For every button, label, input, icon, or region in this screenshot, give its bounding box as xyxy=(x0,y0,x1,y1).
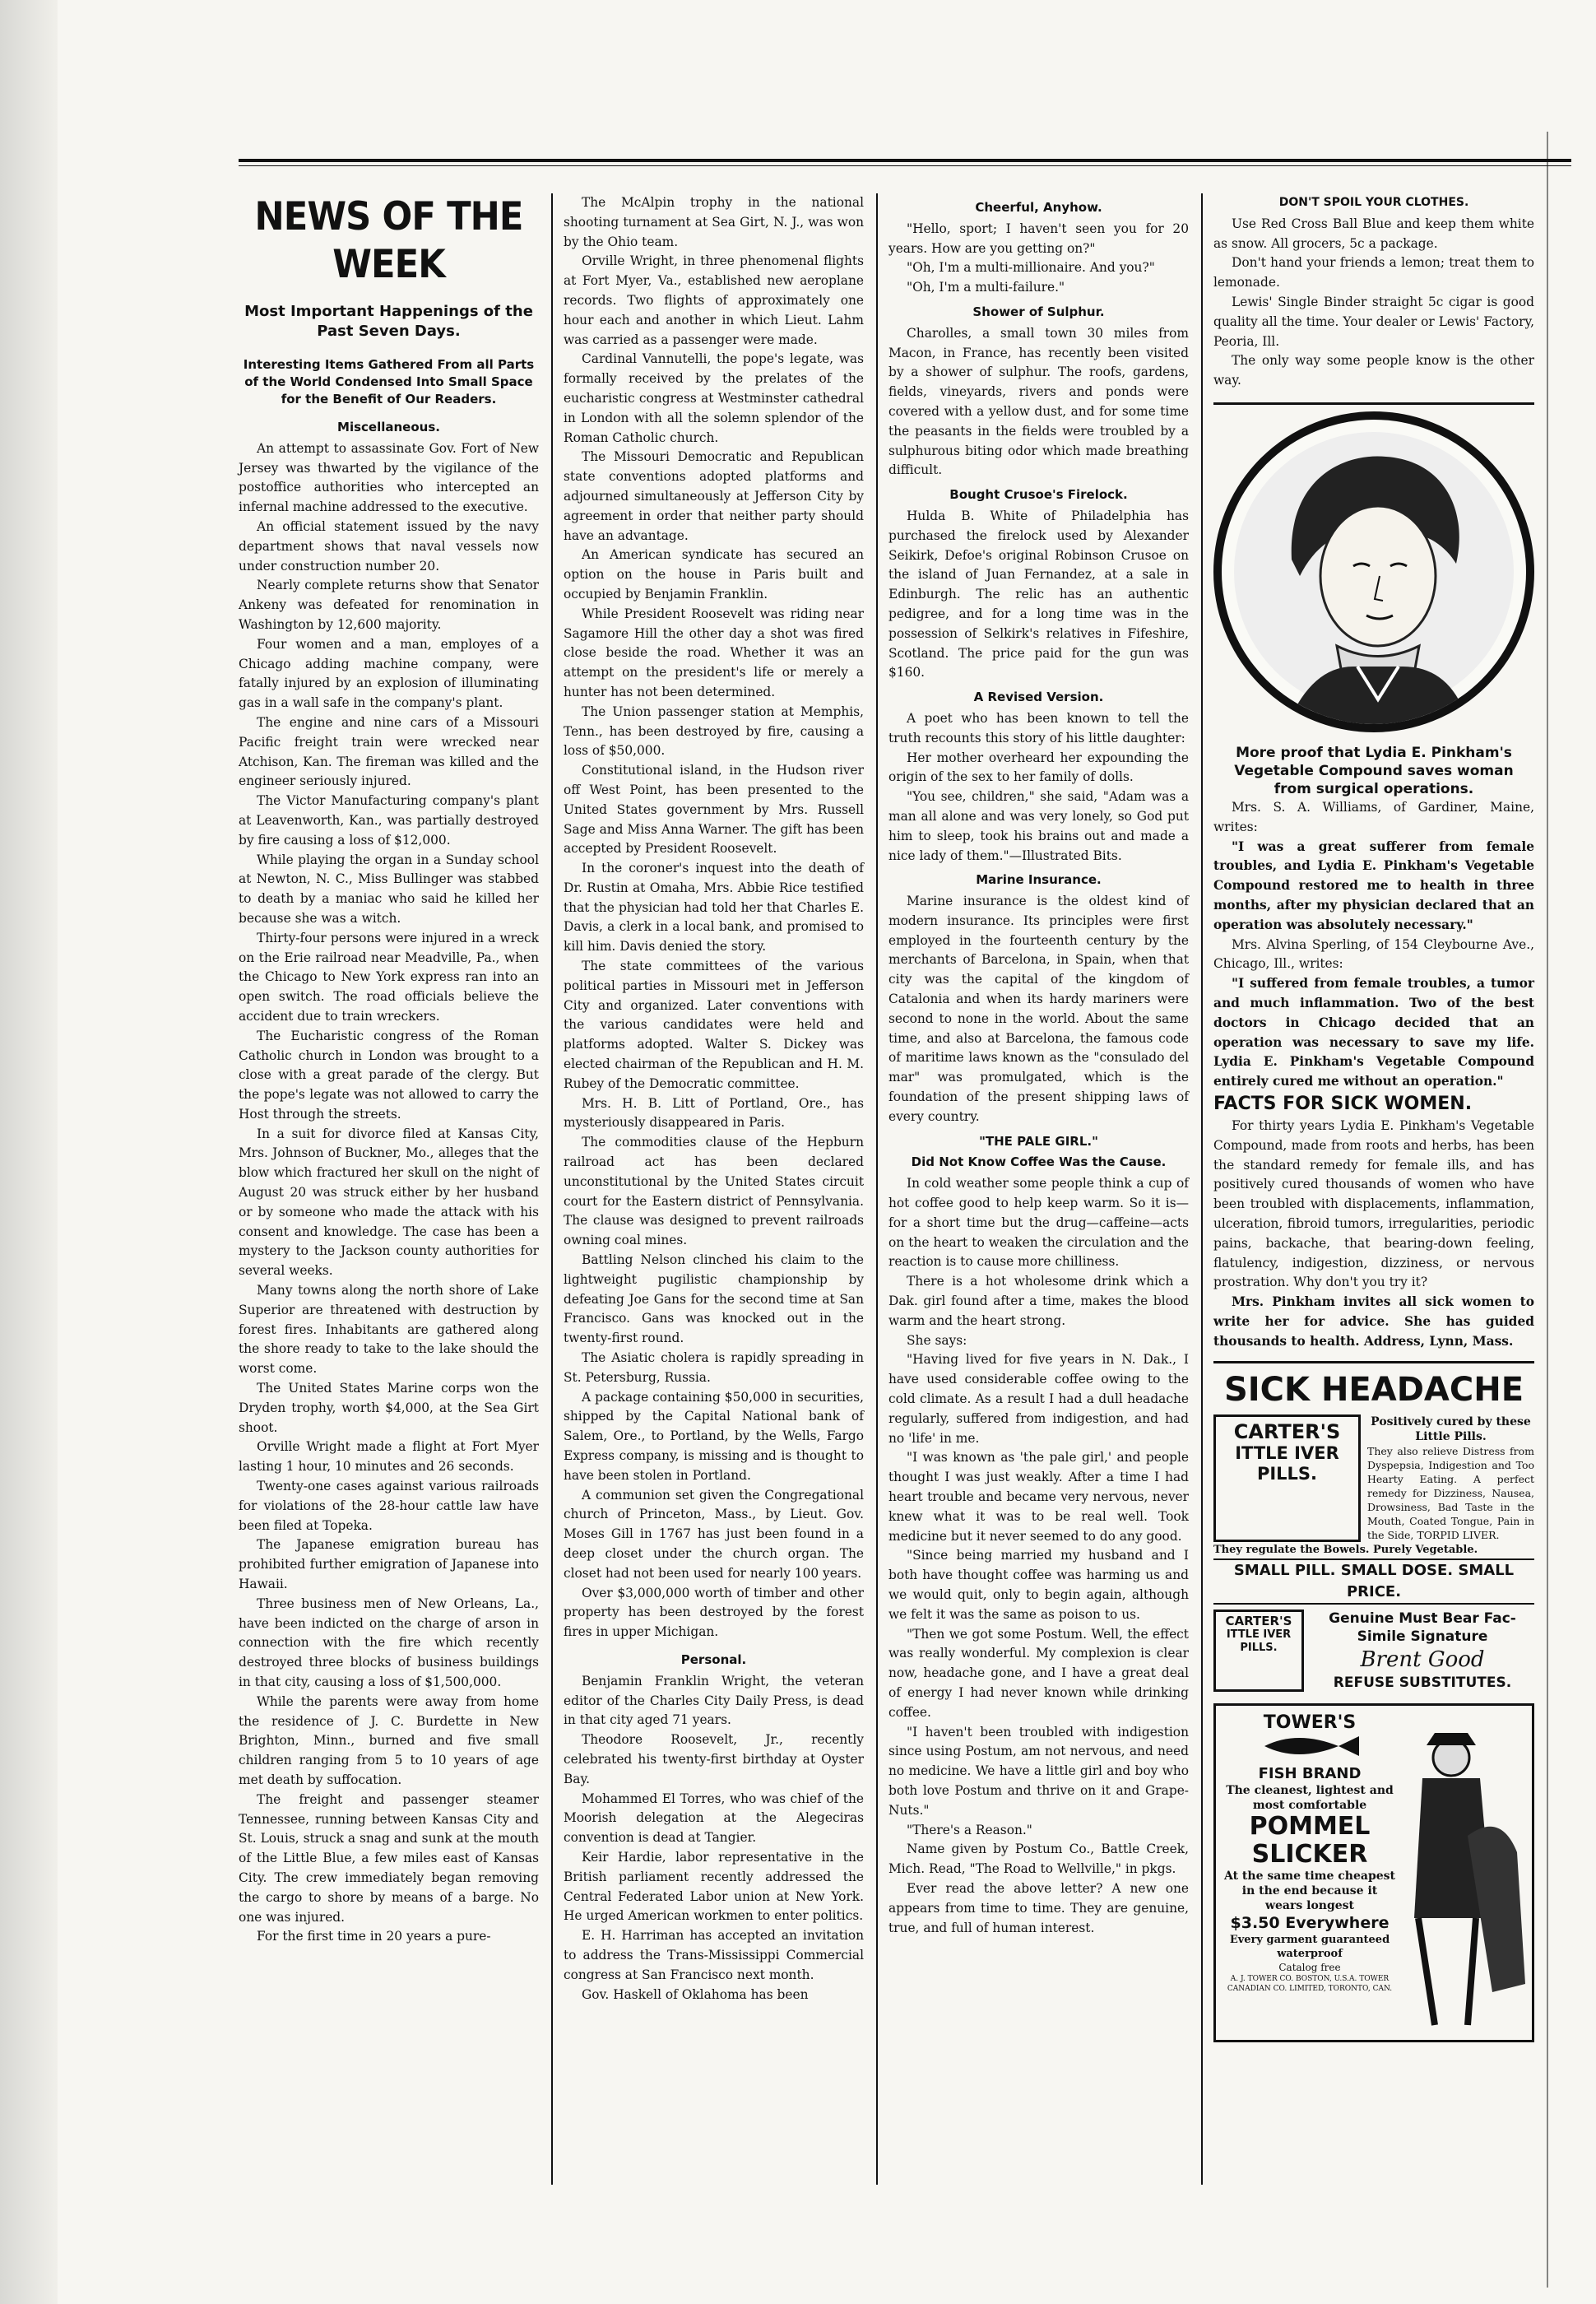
story-heading: Bought Crusoe's Firelock. xyxy=(949,487,1128,503)
personal-item: Keir Hardie, labor representative in the British parliament recently addressed the Central Federated Labor union at New York. He urged American workmen to enter politics. xyxy=(564,1849,864,1924)
column-1 xyxy=(239,193,539,1947)
personal-item: E. H. Harriman has accepted an invitation to address the Trans-Mississippi Commercial congress at San Francisco next month. xyxy=(564,1928,864,1982)
story-paragraph: "I haven't been troubled with indigestion since using Postum, am not nervous, and need no medicine. We have a little girl and boy who both love Postum and thrive on it and Grape-Nuts." xyxy=(888,1724,1189,1818)
story-paragraph: She says: xyxy=(907,1332,967,1348)
ad-separator xyxy=(1213,402,1534,405)
news-item: Orville Wright made a flight at Fort Myer lasting 1 hour, 10 minutes and 26 seconds. xyxy=(239,1439,539,1475)
carters-slogan: SMALL PILL. SMALL DOSE. SMALL PRICE. xyxy=(1213,1558,1534,1605)
column-rule-1 xyxy=(551,193,553,2185)
facts-for-sick-women: FACTS FOR SICK WOMEN. xyxy=(1213,1093,1473,1114)
news-item: The freight and passenger steamer Tennessee, running between Kansas City and St. Louis, struck a snag and sunk at the mouth of the Little Blue, a few miles east of Kansas City. The crew immediately began removing the cargo to shore by means of a barge. No one was injured. xyxy=(239,1791,539,1925)
woman-portrait xyxy=(1213,411,1534,732)
personal-item: Theodore Roosevelt, Jr., recently celebrated his twenty-first birthday at Oyster Bay. xyxy=(564,1732,864,1786)
carters-text xyxy=(1367,1414,1534,1542)
news-item: The Victor Manufacturing company's plant at Leavenworth, Kan., was partially destroyed by fire causing a loss of $12,000. xyxy=(239,793,539,848)
story-paragraph: Hulda B. White of Philadelphia has purchased the firelock used by Alexander Seikirk, Defoe's original Robinson Crusoe on the island of Juan Fernandez, at a sale in Edinburgh. The relic has an authentic pedigree, and for a long time was in the possession of Selkirk's relatives in Fifeshire, Scotland. The price paid for the gun was $160. xyxy=(888,508,1189,681)
pinkham-facts: For thirty years Lydia E. Pinkham's Vegetable Compound, made from roots and herbs, has been the standard remedy for female ills, and has positively cured thousands of women who have been troubled with displacements, inflammation, ulceration, fibroid tumors, irregularities, periodic pains, backache, that bearing-down feeling, flatulency, indigestion, dizziness, or nervous prostration. Why don't you try it? xyxy=(1213,1117,1534,1290)
story-paragraph: Name given by Postum Co., Battle Creek, Mich. Read, "The Road to Wellville," in pkgs. xyxy=(888,1842,1189,1877)
story-heading: A Revised Version. xyxy=(973,690,1104,705)
news-item: A communion set given the Congregational church of Princeton, Mass., by Lieut. Gov. Moses Gill in 1767 has just been found in a deep closet under the church organ. The closet had not been used for nearly 100 years. xyxy=(564,1487,864,1581)
towers-company: A. J. TOWER CO. BOSTON, U.S.A. TOWER CANADIAN CO. LIMITED, TORONTO, CAN. xyxy=(1227,1975,1393,1994)
carters-regulate: They regulate the Bowels. Purely Vegetable. xyxy=(1213,1544,1478,1557)
news-item: An attempt to assassinate Gov. Fort of New Jersey was thwarted by the vigilance of the postoffice authorities who intercepted an infernal machine addressed to the executive. xyxy=(239,440,539,515)
story-paragraph: "Oh, I'm a multi-millionaire. And you?" xyxy=(907,260,1155,276)
news-item: The Missouri Democratic and Republican state conventions adopted platforms and adjourned simultaneously at Jefferson City by agreement in order that neither party should have an advantage. xyxy=(564,449,864,543)
news-item: The Japanese emigration bureau has prohibited further emigration of Japanese into Hawaii. xyxy=(239,1537,539,1592)
story-paragraph: Her mother overheard her expounding the origin of the sex to her family of dolls. xyxy=(888,750,1189,785)
story-heading: Marine Insurance. xyxy=(976,872,1102,888)
news-item: For the first time in 20 years a pure- xyxy=(257,1929,491,1944)
carters-logo xyxy=(1213,1414,1361,1542)
carters-logo-row xyxy=(1213,1414,1534,1542)
towers-catalog: Catalog free xyxy=(1278,1962,1341,1974)
pinkham-testimony-1: "I was a great sufferer from female troubles, and Lydia E. Pinkham's Vegetable Compound restored me to health in three months, after my physician declared that an operation was absolutely necessary." xyxy=(1213,838,1534,932)
news-item: Cardinal Vannutelli, the pope's legate, was formally received by the prelates of the eucharistic congress at Westminster cathedral in London with all the solemn splendor of the Roman Catholic church. xyxy=(564,351,864,445)
news-item: The McAlpin trophy in the national shooting turnament at Sea Girt, N. J., was won by the Ohio team. xyxy=(564,195,864,249)
fish-icon xyxy=(1256,1734,1363,1758)
carters-signature: Brent Good xyxy=(1360,1647,1485,1673)
carters-logo-small-name: CARTER'S xyxy=(1225,1614,1292,1629)
story-paragraph: "Then we got some Postum. Well, the effect was really wonderful. My complexion is clear now, headache gone, and I have a great deal of energy I had never known while drinking coffee. xyxy=(888,1626,1189,1720)
carters-refuse: REFUSE SUBSTITUTES. xyxy=(1333,1675,1512,1692)
news-item: Orville Wright, in three phenomenal flights at Fort Myer, Va., established new aeroplane records. Two flights of approximately one hour each and another in which Lieut. Lahm was carried as a passenger were made. xyxy=(564,253,864,347)
column-1-items xyxy=(239,439,539,1947)
news-item: Mrs. H. B. Litt of Portland, Ore., has mysteriously disappeared in Paris. xyxy=(564,1095,864,1131)
news-item: While the parents were away from home the residence of J. C. Burdette in New Brighton, Minn., burned and five small children ranging from 5 to 10 years of age met death by suffocation. xyxy=(239,1693,539,1787)
story-paragraph: "You see, children," she said, "Adam was a man all alone and was very lonely, so God put him to sleep, took his brains out and made a nice lady of them."—Illustrated Bits. xyxy=(888,789,1189,863)
news-item: Three business men of New Orleans, La., have been indicted on the charge of arson in connection with the fire which recently destroyed three blocks of business buildings in that city, causing a loss of $1,500,000. xyxy=(239,1596,539,1689)
story-heading: Shower of Sulphur. xyxy=(972,304,1105,319)
top-rule xyxy=(239,159,1571,162)
towers-brand: TOWER'S xyxy=(1263,1712,1357,1734)
section-miscellaneous: Miscellaneous. xyxy=(337,420,440,434)
clothes-ad-head: DON'T SPOIL YOUR CLOTHES. xyxy=(1278,196,1469,209)
carters-ad xyxy=(1213,1370,1534,1692)
ad-separator-2 xyxy=(1213,1361,1534,1363)
towers-guarantee: Every garment guaranteed waterproof xyxy=(1229,1934,1390,1961)
masthead: NEWS OF THE WEEK xyxy=(254,194,523,287)
news-item: An official statement issued by the navy department shows that naval vessels now under construction number 20. xyxy=(239,518,539,574)
news-item: The commodities clause of the Hepburn railroad act has been declared unconstitutional by the United States circuit court for the Eastern district of Pennsylvania. The clause was designed to prevent railroads owning coal mines. xyxy=(564,1135,864,1248)
story-paragraph: There is a hot wholesome drink which a Dak. girl found after a time, makes the blood warm and the heart strong. xyxy=(888,1274,1189,1328)
deck-subheadline: Interesting Items Gathered From all Parts of the World Condensed Into Small Space for the Benefit of Our Readers. xyxy=(243,357,535,406)
section-personal: Personal. xyxy=(680,1651,747,1667)
carters-cure: Positively cured by these Little Pills. xyxy=(1371,1415,1531,1444)
deck-headline: Most Important Happenings of the Past Seven Days. xyxy=(244,303,533,340)
news-item: While playing the organ in a Sunday school at Newton, N. C., Miss Bullinger was stabbed to death by a maniac who said he killed her because she was a witch. xyxy=(239,852,539,926)
towers-text xyxy=(1223,1712,1397,2033)
horseman-illustration xyxy=(1402,1712,1525,2033)
newspaper-page xyxy=(66,49,1547,2271)
sick-headache-headline: SICK HEADACHE xyxy=(1223,1371,1524,1410)
news-item: Twenty-one cases against various railroads for violations of the 28-hour cattle law have been filed at Topeka. xyxy=(239,1479,539,1533)
carters-logo-small xyxy=(1213,1610,1304,1692)
news-item: Over $3,000,000 worth of timber and other property has been destroyed by the forest fires in upper Michigan. xyxy=(564,1585,864,1640)
story-paragraph: In cold weather some people think a cup of hot coffee good to help keep warm. So it is—for a short time but the drug—caffeine—acts on the heart to weaken the circulation and the reaction is to cause more chilliness. xyxy=(888,1176,1189,1270)
news-item: While President Roosevelt was riding near Sagamore Hill the other day a shot was fired close beside the road. Whether it was an attempt on the president's life or merely a hunter has not been determined. xyxy=(564,606,864,699)
story-paragraph: "Oh, I'm a multi-failure." xyxy=(907,280,1065,295)
news-item: Nearly complete returns show that Senator Ankeny was defeated for renomination in Washington by 12,600 majority. xyxy=(239,578,539,632)
news-item: The Asiatic cholera is rapidly spreading in St. Petersburg, Russia. xyxy=(564,1350,864,1385)
column-rule-3 xyxy=(1201,193,1203,2185)
carters-signature-row xyxy=(1213,1610,1534,1692)
news-item: Many towns along the north shore of Lake Superior are threatened with destruction by forest fires. Inhabitants are gathered along the shore ready to take to the lake should the worst come. xyxy=(239,1283,539,1377)
pinkham-testimony-1-intro: Mrs. S. A. Williams, of Gardiner, Maine, writes: xyxy=(1213,799,1534,834)
story-paragraph: "Hello, sport; I haven't seen you for 20 years. How are you getting on?" xyxy=(888,221,1189,256)
short-ad-item: Don't hand your friends a lemon; treat them to lemonade. xyxy=(1213,255,1534,290)
story-paragraph: Marine insurance is the oldest kind of modern insurance. Its principles were first employed in the fourteenth century by the merchants of Barcelona, in Spain, when that city was the capital of the kingdom of Catalonia and when its hardy mariners were second to none in the world. About the same time, and also at Barcelona, the famous code of maritime laws known as the "consulado del mar" was promulgated, which is the foundation of the present shipping laws of every country. xyxy=(888,894,1189,1124)
pinkham-closing: Mrs. Pinkham invites all sick women to write her for advice. She has guided thousands to health. Address, Lynn, Mass. xyxy=(1213,1294,1534,1349)
personal-item: Benjamin Franklin Wright, the veteran editor of the Charles City Daily Press, is dead in that city aged 71 years. xyxy=(564,1673,864,1728)
story-paragraph: "Having lived for five years in N. Dak., I have used considerable coffee owing to the cold climate. As a result I had a dull headache regularly, suffered from indigestion, and had no 'life' in me. xyxy=(888,1352,1189,1446)
news-item: In the coroner's inquest into the death of Dr. Rustin at Omaha, Mrs. Abbie Rice testified that the physician had told her that Charles E. Davis, a clerk in a local bank, and promised to kill him. Davis denied the story. xyxy=(564,861,864,955)
towers-same-time: At the same time cheapest in the end because it wears longest xyxy=(1223,1870,1396,1913)
carters-logo-name: CARTER'S xyxy=(1233,1420,1341,1444)
story-subheading: Did Not Know Coffee Was the Cause. xyxy=(911,1154,1167,1170)
news-item: The state committees of the various political parties in Missouri met in Jefferson City and organized. Later conventions with the various candidates were held and platforms adopted. Walter S. Dickey was elected chairman of the Republican and H. M. Rubey of the Democratic committee. xyxy=(564,959,864,1091)
personal-item: Gov. Haskell of Oklahoma has been xyxy=(582,1986,809,2002)
news-item: Thirty-four persons were injured in a wreck on the Erie railroad near Meadville, Pa., when the Chicago to New York express ran into an open switch. The road officials believe the accident due to train wreckers. xyxy=(239,930,539,1024)
news-item: Constitutional island, in the Hudson river off West Point, has been presented to the United States government by Mrs. Russell Sage and Miss Anna Warner. The gift has been accepted by President Roosevelt. xyxy=(564,763,864,857)
story-paragraph: A poet who has been known to tell the truth recounts this story of his little daughter: xyxy=(888,710,1189,746)
news-item: In a suit for divorce filed at Kansas City, Mrs. Johnson of Buckner, Mo., alleges that the blow which fractured her skull on the night of August 20 was struck either by her husband or by someone who made the attack with his consent and knowledge. The case has been a mystery to the Jackson county authorities for several weeks. xyxy=(239,1126,539,1279)
carters-genuine xyxy=(1311,1610,1534,1692)
column-4 xyxy=(1213,193,1534,2047)
pinkham-testimony-2: "I suffered from female troubles, a tumor and much inflammation. Two of the best doctors in Chicago decided that an operation was necessary to save my life. Lydia E. Pinkham's Vegetable Compound entirely cured me without an operation." xyxy=(1213,976,1534,1089)
column-rule-2 xyxy=(876,193,878,2185)
top-rule-thin xyxy=(239,165,1571,166)
carters-genuine-text: Genuine Must Bear Fac-Simile Signature xyxy=(1329,1610,1516,1646)
story-paragraph: "There's a Reason." xyxy=(907,1822,1032,1837)
column-2-personal-items xyxy=(564,1672,864,2005)
news-item: The United States Marine corps won the Dryden trophy, worth $4,000, at the Sea Girt shoot. xyxy=(239,1381,539,1435)
story-paragraph: "I was known as 'the pale girl,' and people thought I was just weakly. After a time I had heart trouble and became very nervous, never knew what it was to be real well. Took medicine but it never seemed to do any good. xyxy=(888,1450,1189,1544)
news-item: Battling Nelson clinched his claim to the lightweight pugilistic championship by defeating Joe Gans for the second time at San Francisco. Gans was knocked out in the twenty-first round. xyxy=(564,1252,864,1346)
story-paragraph: "Since being married my husband and I both have thought coffee was harming us and we would quit, only to begin again, although we felt it was the same as poison to us. xyxy=(888,1548,1189,1622)
short-ad-item: The only way some people know is the other way. xyxy=(1213,353,1534,388)
column-3-items xyxy=(888,198,1189,1938)
pinkham-headline: More proof that Lydia E. Pinkham's Vegetable Compound saves woman from surgical operations. xyxy=(1234,744,1514,797)
news-item: The engine and nine cars of a Missouri Pacific freight train were wrecked near Atchison, Kan. The fireman was killed and the engineer seriously injured. xyxy=(239,714,539,789)
carters-description: They also relieve Distress from Dyspepsia, Indigestion and Too Hearty Eating. A perfect remedy for Dizziness, Nausea, Drowsiness, Bad Taste in the Mouth, Coated Tongue, Pain in the Side, TORPID LIVER. xyxy=(1367,1445,1534,1542)
story-paragraph: Ever read the above letter? A new one appears from time to time. They are genuine, true, and full of human interest. xyxy=(888,1880,1189,1935)
news-item: Four women and a man, employes of a Chicago adding machine company, were fatally injured by an explosion of illuminating gas in a wall safe in the company's plant. xyxy=(239,636,539,711)
story-paragraph: Charolles, a small town 30 miles from Macon, in France, has recently been visited by a shower of sulphur. The roofs, gardens, fields, vineyards, rivers and ponds were covered with a yellow dust, and for some time the peasants in the fields were troubled by a sulphurous biting odor which made breathing difficult. xyxy=(888,325,1189,478)
story-heading: "THE PALE GIRL." xyxy=(979,1133,1098,1149)
news-item: The Union passenger station at Memphis, Tenn., has been destroyed by fire, causing a loss of $50,000. xyxy=(564,704,864,759)
towers-product: POMMEL SLICKER xyxy=(1249,1812,1371,1870)
towers-ad xyxy=(1213,1703,1534,2042)
column-4-short-items xyxy=(1213,215,1534,391)
column-3 xyxy=(888,193,1189,1938)
news-item: An American syndicate has secured an option on the house in Paris built and occupied by Benjamin Franklin. xyxy=(564,547,864,602)
towers-fish-brand: FISH BRAND xyxy=(1258,1765,1362,1783)
portrait-illustration xyxy=(1222,420,1526,724)
short-ad-item: Use Red Cross Ball Blue and keep them white as snow. All grocers, 5c a package. xyxy=(1213,216,1534,251)
towers-price: $3.50 Everywhere xyxy=(1230,1914,1390,1933)
story-heading: Cheerful, Anyhow. xyxy=(975,200,1102,215)
right-page-edge xyxy=(1547,132,1548,2288)
carters-logo-product: ITTLE IVER PILLS. xyxy=(1235,1443,1339,1484)
carters-logo-small-product: ITTLE IVER PILLS. xyxy=(1226,1628,1292,1655)
column-2 xyxy=(564,193,864,2004)
pinkham-testimony-2-intro: Mrs. Alvina Sperling, of 154 Cleybourne Ave., Chicago, Ill., writes: xyxy=(1213,936,1534,972)
page-binding-edge xyxy=(0,0,58,2304)
column-2-items xyxy=(564,193,864,1642)
short-ad-item: Lewis' Single Binder straight 5c cigar is good quality all the time. Your dealer or Lewis' Factory, Peoria, Ill. xyxy=(1213,294,1534,349)
news-item: A package containing $50,000 in securities, shipped by the Capital National bank of Salem, Ore., to Portland, by the Wells, Fargo Express company, is missing and is thought to have been stolen in Portland. xyxy=(564,1389,864,1483)
personal-item: Mohammed El Torres, who was chief of the Moorish delegation at the Alegeciras convention is dead at Tangier. xyxy=(564,1791,864,1846)
news-item: The Eucharistic congress of the Roman Catholic church in London was brought to a close with a great parade of the clergy. But the pope's legate was not allowed to carry the Host through the streets. xyxy=(239,1028,539,1122)
towers-cleanest: The cleanest, lightest and most comfortable xyxy=(1226,1784,1394,1813)
